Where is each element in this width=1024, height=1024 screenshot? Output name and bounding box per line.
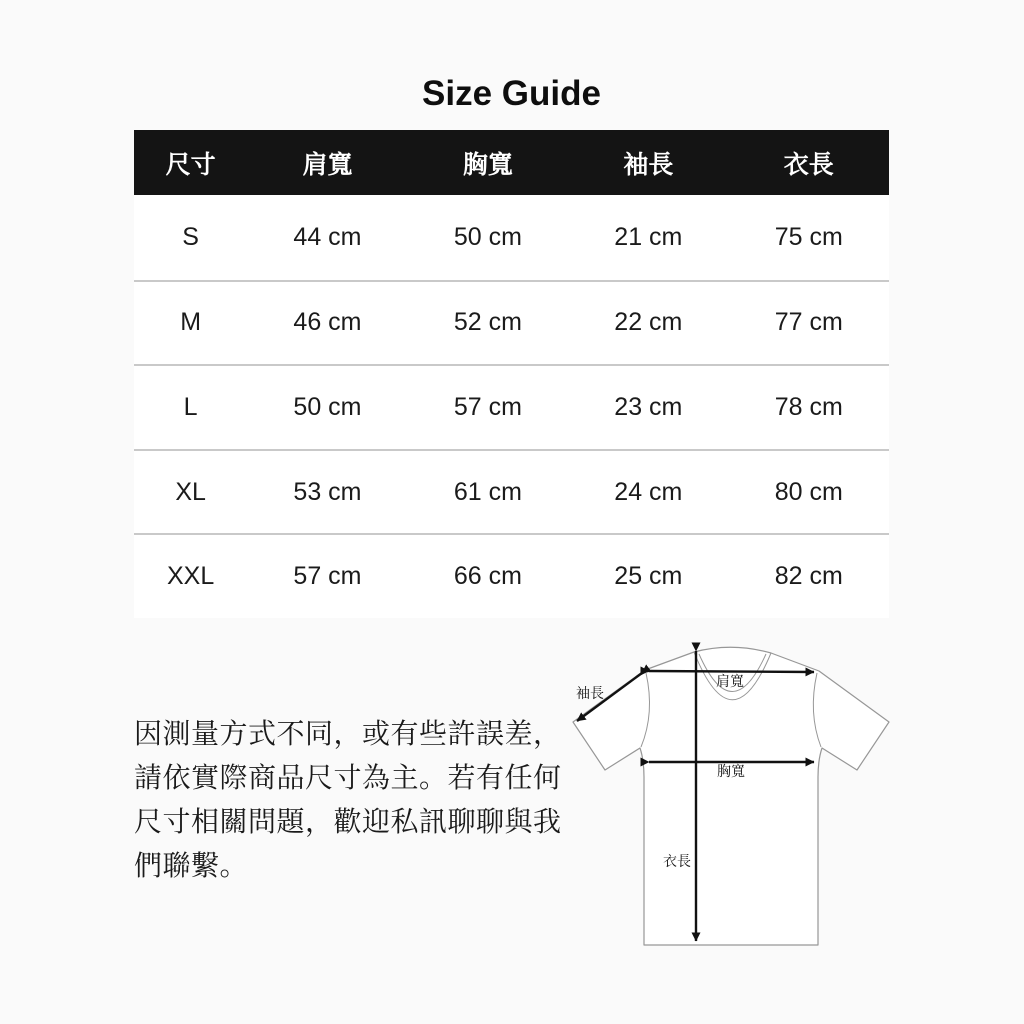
tshirt-measurement-diagram: [555, 635, 905, 965]
measurement-disclaimer: [134, 712, 574, 888]
cell-length: 78 cm: [774, 392, 843, 421]
size-label: L: [183, 392, 198, 421]
disclaimer-line: 因測量方式不同，或有些許誤差，: [134, 718, 562, 749]
cell-sleeve: 22 cm: [614, 308, 683, 337]
table-row-m: [134, 280, 889, 365]
cell-shoulder: 46 cm: [293, 308, 362, 337]
cell-sleeve: 21 cm: [614, 222, 683, 251]
chest-width-label: 胸寬: [717, 763, 745, 779]
size-label: M: [180, 308, 202, 337]
size-table: [134, 130, 889, 618]
column-header-shoulder: 肩寬: [302, 150, 353, 179]
column-header-size: 尺寸: [165, 150, 216, 179]
column-header-chest: 胸寬: [462, 150, 513, 179]
cell-chest: 57 cm: [453, 392, 522, 421]
page-title: Size Guide: [422, 74, 601, 113]
cell-shoulder: 50 cm: [293, 392, 362, 421]
cell-length: 82 cm: [774, 562, 843, 591]
cell-length: 80 cm: [774, 477, 843, 506]
column-header-sleeve: 袖長: [623, 150, 674, 179]
cell-chest: 52 cm: [453, 308, 522, 337]
size-label: XL: [175, 477, 206, 506]
cell-shoulder: 44 cm: [293, 222, 362, 251]
size-label: XXL: [166, 562, 215, 591]
shoulder-width-label: 肩寬: [716, 673, 744, 689]
cell-shoulder: 57 cm: [293, 562, 362, 591]
cell-sleeve: 24 cm: [614, 477, 683, 506]
disclaimer-line: 請依實際商品尺寸為主。若有任何: [134, 762, 562, 793]
cell-sleeve: 25 cm: [614, 562, 683, 591]
garment-length-label: 衣長: [663, 853, 691, 869]
cell-chest: 50 cm: [453, 222, 522, 251]
cell-length: 75 cm: [774, 222, 843, 251]
column-header-length: 衣長: [783, 150, 834, 179]
cell-sleeve: 23 cm: [614, 392, 683, 421]
table-row-s: [134, 195, 889, 280]
disclaimer-line: 尺寸相關問題，歡迎私訊聊聊與我: [134, 806, 562, 837]
table-row-xxl: [134, 533, 889, 618]
table-row-l: [134, 364, 889, 449]
cell-shoulder: 53 cm: [293, 477, 362, 506]
size-label: S: [182, 222, 199, 251]
size-table-header: [134, 130, 889, 195]
table-row-xl: [134, 449, 889, 534]
sleeve-length-label: 袖長: [576, 685, 604, 701]
disclaimer-line: 們聯繫。: [134, 850, 249, 881]
cell-chest: 66 cm: [453, 562, 522, 591]
cell-length: 77 cm: [774, 308, 843, 337]
shoulder-width-arrow: [649, 671, 814, 672]
cell-chest: 61 cm: [453, 477, 522, 506]
